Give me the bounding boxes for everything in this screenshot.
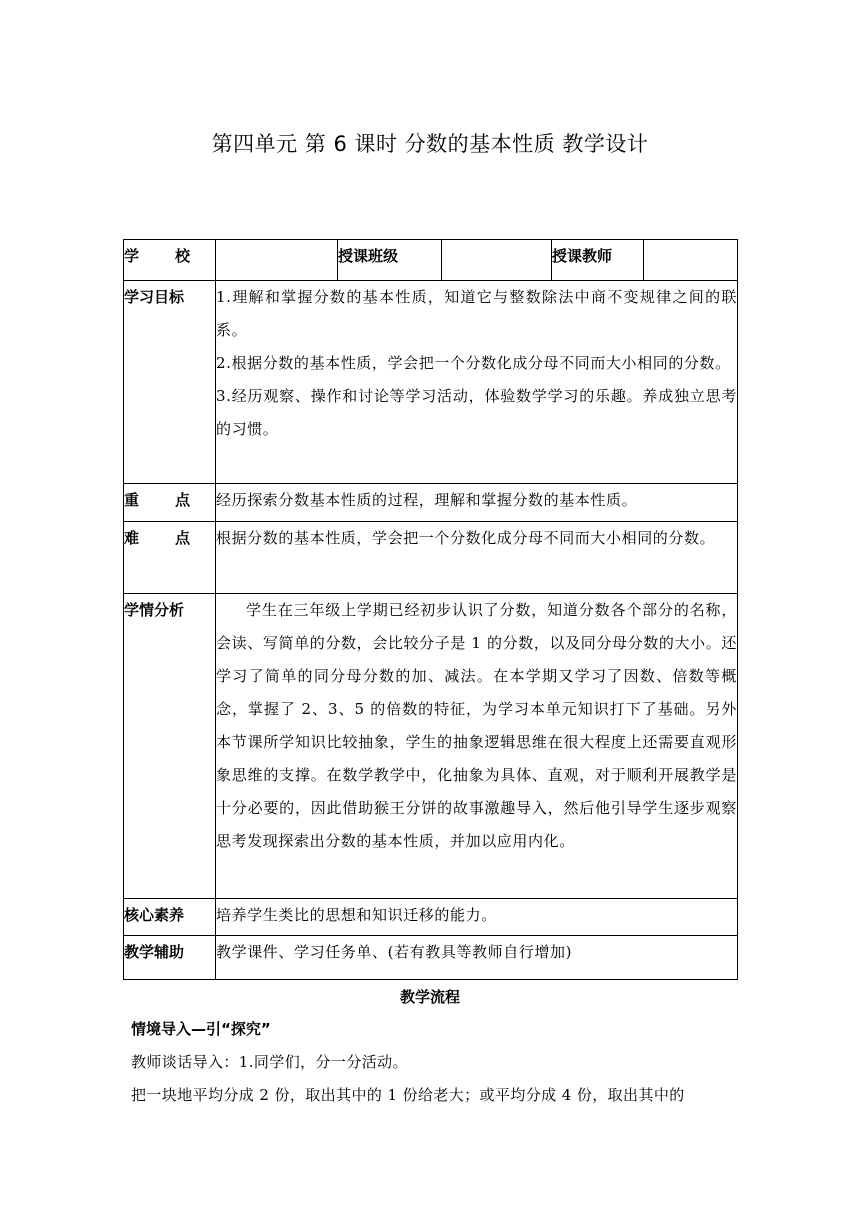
analysis-row	[124, 594, 738, 899]
analysis-content	[216, 594, 738, 899]
class-label: 授课班级	[338, 240, 442, 281]
teaching-aids-content: 教学课件、学习任务单、(若有教具等教师自行增加)	[216, 936, 738, 980]
analysis-label: 学情分析	[124, 594, 216, 899]
teacher-value	[644, 240, 738, 281]
flow-title: 教学流程	[399, 988, 460, 1006]
objectives-label: 学习目标	[124, 281, 216, 484]
difficulty-row	[124, 522, 738, 594]
difficulty-content: 根据分数的基本性质，学会把一个分数化成分母不同而大小相同的分数。	[216, 522, 738, 594]
objectives-row	[124, 281, 738, 484]
body-line: 教师谈话导入：1.同学们，分一分活动。	[131, 1053, 408, 1071]
objective-item: 1.理解和掌握分数的基本性质，知道它与整数除法中商不变规律之间的联系。	[216, 288, 737, 339]
header-row	[124, 240, 738, 281]
core-literacy-content: 培养学生类比的思想和知识迁移的能力。	[216, 899, 738, 936]
teacher-label: 授课教师	[552, 240, 644, 281]
key-point-row	[124, 484, 738, 522]
objective-item: 2.根据分数的基本性质，学会把一个分数化成分母不同而大小相同的分数。	[216, 354, 731, 372]
analysis-paragraph: 学生在三年级上学期已经初步认识了分数，知道分数各个部分的名称，会读、写简单的分数，会比较分子是 1 的分数，以及同分母分数的大小。还学习了简单的同分母分数的加、减法。在本学期又学习了因数、倍数等概念，掌握了 2、3、5 的倍数的特征，为学习本单元知识打下了基础。另外本节课所学知识比较抽象，学生的抽象逻辑思维在很大程度上还需要直观形象思维的支撑。在数学教学中，化抽象为具体、直观，对于顺利开展教学是十分必要的，因此借助猴王分饼的故事激趣导入，然后他引导学生逐步观察思考发现探索出分数的基本性质，并加以应用内化。	[216, 601, 737, 850]
teaching-aids-label: 教学辅助	[124, 936, 216, 980]
objective-item: 3.经历观察、操作和讨论等学习活动，体验数学学习的乐趣。养成独立思考的习惯。	[216, 387, 737, 438]
document-title: 第四单元 第 6 课时 分数的基本性质 教学设计	[211, 132, 649, 156]
class-value	[442, 240, 552, 281]
body-line: 把一块地平均分成 2 份，取出其中的 1 份给老大；或平均分成 4 份，取出其中的	[131, 1086, 685, 1104]
lesson-plan-table	[123, 239, 738, 980]
school-label: 学 校	[124, 240, 216, 281]
teaching-aids-row	[124, 936, 738, 980]
core-literacy-label: 核心素养	[124, 899, 216, 936]
key-point-content: 经历探索分数基本性质的过程，理解和掌握分数的基本性质。	[216, 484, 738, 522]
core-literacy-row	[124, 899, 738, 936]
section-heading: 情境导入—引“探究”	[131, 1020, 271, 1038]
school-value	[216, 240, 338, 281]
key-point-label: 重 点	[124, 484, 216, 522]
objectives-content	[216, 281, 738, 484]
difficulty-label: 难 点	[124, 522, 216, 594]
